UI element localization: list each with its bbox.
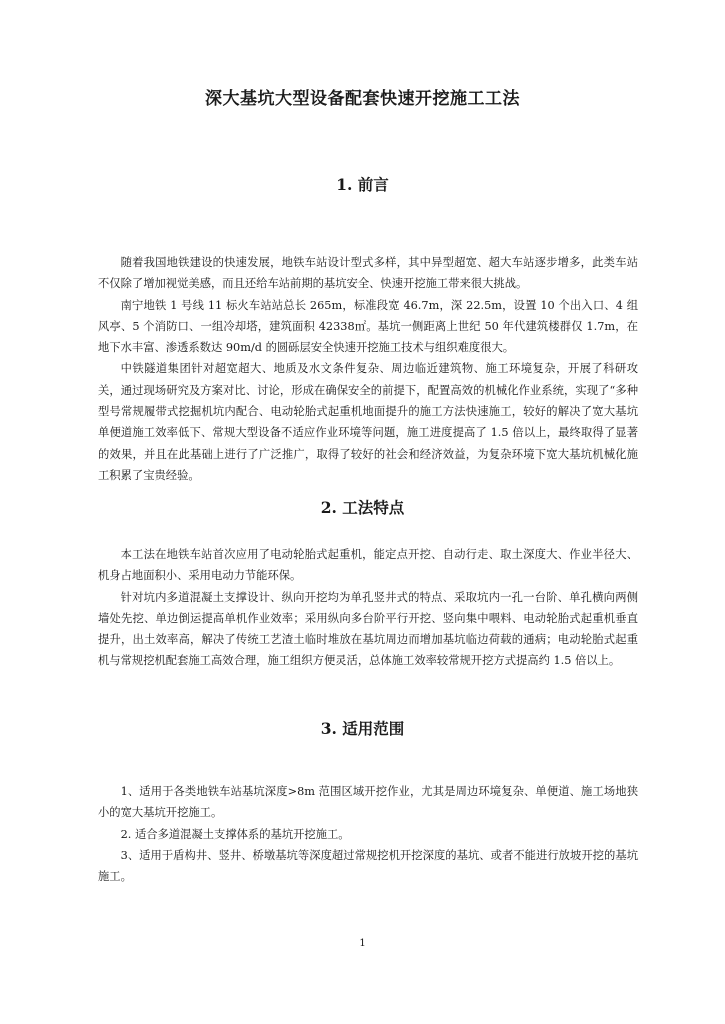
section-body-preface <box>98 252 638 486</box>
page-number: 1 <box>359 938 366 949</box>
paragraph: 中铁隧道集团针对超宽超大、地质及水文条件复杂、周边临近建筑物、施工环境复杂，开展了科研攻关，通过现场研究及方案对比、讨论，形成在确保安全的前提下，配置高效的机械化作业系统，实现了“多种型号常规履带式挖掘机坑内配合、电动轮胎式起重机地面提升的施工方法快速施工，较好的解决了宽大基坑单便道施工效率低下、常规大型设备不适应作业环境等问题，施工进度提高了 1.5 倍以上，最终取得了显著的效果，并且在此基础上进行了广泛推广，取得了较好的社会和经济效益，为复杂环境下宽大基坑机械化施工积累了宝贵经验。 <box>98 362 638 482</box>
paragraph: 1、适用于各类地铁车站基坑深度>8m 范围区域开挖作业，尤其是周边环境复杂、单便道、施工场地狭小的宽大基坑开挖施工。 <box>98 785 638 820</box>
section-heading-scope: 3. 适用范围 <box>320 719 405 738</box>
section-heading-features: 2. 工法特点 <box>320 498 405 517</box>
paragraph: 随着我国地铁建设的快速发展，地铁车站设计型式多样，其中异型超宽、超大车站逐步增多，此类车站不仅除了增加视觉美感，而且还给车站前期的基坑安全、快速开挖施工带来很大挑战。 <box>98 256 638 291</box>
section-heading-preface: 1. 前言 <box>336 175 389 194</box>
paragraph: 本工法在地铁车站首次应用了电动轮胎式起重机，能定点开挖、自动行走、取土深度大、作业半径大、机身占地面积小、采用电动力节能环保。 <box>98 548 638 583</box>
paragraph: 3、适用于盾构井、竖井、桥墩基坑等深度超过常规挖机开挖深度的基坑、或者不能进行放坡开挖的基坑施工。 <box>98 848 638 884</box>
section-body-scope <box>98 781 638 887</box>
paragraph: 2. 适合多道混凝土支撑体系的基坑开挖施工。 <box>120 827 350 841</box>
document-title: 深大基坑大型设备配套快速开挖施工工法 <box>205 89 520 109</box>
paragraph: 针对坑内多道混凝土支撑设计、纵向开挖均为单孔竖井式的特点、采取坑内一孔一台阶、单孔横向两侧墙处先挖、单边倒运提高单机作业效率；采用纵向多台阶平行开挖、竖向集中喂料、电动轮胎式起重机垂直提升，出土效率高，解决了传统工艺渣土临时堆放在基坑周边而增加基坑临边荷载的通病；电动轮胎式起重机与常规挖机配套施工高效合理，施工组织方便灵活，总体施工效率较常规开挖方式提高约 1.5 倍以上。 <box>98 590 638 668</box>
section-body-features <box>98 544 638 672</box>
paragraph: 南宁地铁 1 号线 11 标火车站站总长 265m，标准段宽 46.7m，深 22.5m，设置 10 个出入口、4 组风亭、5 个消防口、一组冷却塔，建筑面积 42338㎡。基坑一侧距离上世纪 50 年代建筑楼群仅 1.7m，在地下水丰富、渗透系数达 90m/d 的圆砾层安全快速开挖施工技术与组织难度很大。 <box>98 298 638 355</box>
